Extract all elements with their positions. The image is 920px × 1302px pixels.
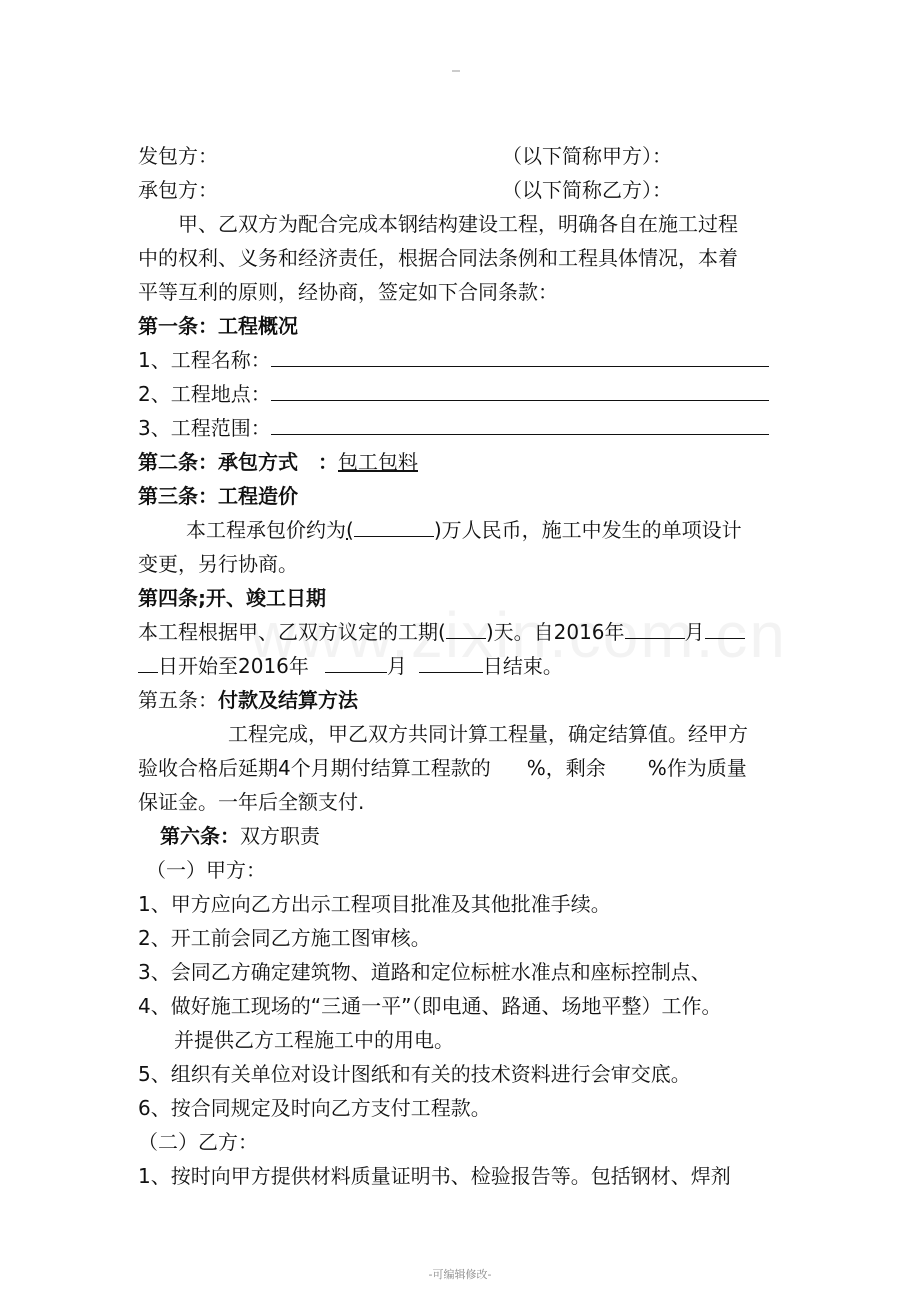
article-6-prefix: 第六条： bbox=[160, 824, 240, 848]
schedule-line-2 bbox=[138, 651, 563, 681]
payment-line-2 bbox=[138, 753, 747, 783]
price-line-2: 变更，另行协商。 bbox=[138, 552, 298, 576]
article-1-title: 第一条：工程概况 bbox=[138, 314, 298, 338]
schedule-text-e: 月 bbox=[386, 654, 407, 678]
article-4-title: 第四条;开、竣工日期 bbox=[138, 586, 326, 610]
page-footer: -可编辑修改- bbox=[428, 1268, 492, 1281]
party-a-line bbox=[138, 141, 672, 171]
price-line bbox=[186, 515, 742, 545]
article-6-line bbox=[160, 821, 320, 851]
start-day-blank-a bbox=[705, 618, 745, 639]
article-2-title: 第二条：承包方式 ： bbox=[138, 450, 338, 474]
party-a-duty-6: 6、按合同规定及时向乙方支付工程款。 bbox=[138, 1096, 491, 1120]
article-6-title: 双方职责 bbox=[240, 824, 320, 848]
intro-line-2: 中的权利、义务和经济责任，根据合同法条例和工程具体情况，本着 bbox=[138, 246, 738, 270]
party-a-duty-2: 2、开工前会同乙方施工图审核。 bbox=[138, 926, 431, 950]
price-text-c: )万人民币，施工中发生的单项设计 bbox=[433, 518, 742, 542]
party-a-label: 发包方： bbox=[138, 144, 218, 168]
intro-line-1: 甲、乙双方为配合完成本钢结构建设工程，明确各自在施工过程 bbox=[178, 212, 738, 236]
payment-text-b: %，剩余 bbox=[526, 756, 606, 780]
party-a-duty-1: 1、甲方应向乙方出示工程项目批准及其他批准手续。 bbox=[138, 892, 611, 916]
end-month-blank bbox=[325, 652, 387, 673]
payment-line-1: 工程完成，甲乙双方共同计算工程量，确定结算值。经甲方 bbox=[228, 722, 748, 746]
price-blank bbox=[354, 516, 434, 537]
payment-line-3: 保证金。一年后全额支付. bbox=[138, 790, 365, 814]
article-5-line bbox=[138, 685, 358, 715]
price-text-a: 本工程承包价约为 bbox=[186, 518, 346, 542]
party-a-duty-5: 5、组织有关单位对设计图纸和有关的技术资料进行会审交底。 bbox=[138, 1062, 691, 1086]
party-b-note: （以下简称乙方）： bbox=[502, 178, 672, 202]
start-day-blank-b bbox=[138, 652, 158, 673]
intro-line-3: 平等互利的原则，经协商，签定如下合同条款： bbox=[138, 280, 558, 304]
party-b-duty-1: 1、按时向甲方提供材料质量证明书、检验报告等。包括钢材、焊剂 bbox=[138, 1164, 731, 1188]
article-5-prefix: 第五条： bbox=[138, 688, 218, 712]
end-day-blank bbox=[419, 652, 483, 673]
project-location-line bbox=[138, 379, 769, 409]
article-2-line bbox=[138, 447, 418, 477]
payment-text-c: %作为质量 bbox=[647, 756, 747, 780]
party-b-label: 承包方： bbox=[138, 178, 218, 202]
payment-text-a: 验收合格后延期4个月期付结算工程款的 bbox=[138, 756, 491, 780]
header-mark bbox=[452, 70, 460, 72]
schedule-line-1 bbox=[138, 617, 745, 647]
project-scope-blank bbox=[271, 414, 769, 435]
schedule-text-f: 日结束。 bbox=[482, 654, 563, 678]
party-b-line bbox=[138, 175, 672, 205]
party-a-duty-3: 3、会同乙方确定建筑物、道路和定位标桩水准点和座标控制点、 bbox=[138, 960, 711, 984]
project-scope-line bbox=[138, 413, 769, 443]
party-a-duty-4-cont: 并提供乙方工程施工中的用电。 bbox=[174, 1028, 454, 1052]
project-name-blank bbox=[271, 346, 769, 367]
project-name-label: 1、工程名称： bbox=[138, 348, 271, 372]
price-open-paren: ( bbox=[346, 518, 354, 542]
contract-mode-value: 包工包料 bbox=[338, 450, 418, 474]
project-name-line bbox=[138, 345, 769, 375]
article-3-title: 第三条：工程造价 bbox=[138, 484, 298, 508]
project-scope-label: 3、工程范围： bbox=[138, 416, 271, 440]
schedule-text-b: )天。自2016年 bbox=[485, 620, 625, 644]
party-a-duty-4: 4、做好施工现场的“三通一平”（即电通、路通、场地平整）工作。 bbox=[138, 994, 722, 1018]
schedule-text-d: 日开始至2016年 bbox=[158, 654, 309, 678]
party-b-duties-heading: （二）乙方： bbox=[138, 1130, 258, 1154]
project-location-label: 2、工程地点： bbox=[138, 382, 271, 406]
party-a-duties-heading: （一）甲方： bbox=[146, 858, 266, 882]
party-a-note: （以下简称甲方）： bbox=[502, 144, 672, 168]
schedule-text-a: 本工程根据甲、乙双方议定的工期( bbox=[138, 620, 446, 644]
project-location-blank bbox=[271, 380, 769, 401]
start-month-blank bbox=[625, 618, 685, 639]
duration-blank bbox=[446, 618, 486, 639]
schedule-text-c: 月 bbox=[684, 620, 705, 644]
article-5-title: 付款及结算方法 bbox=[218, 688, 358, 712]
